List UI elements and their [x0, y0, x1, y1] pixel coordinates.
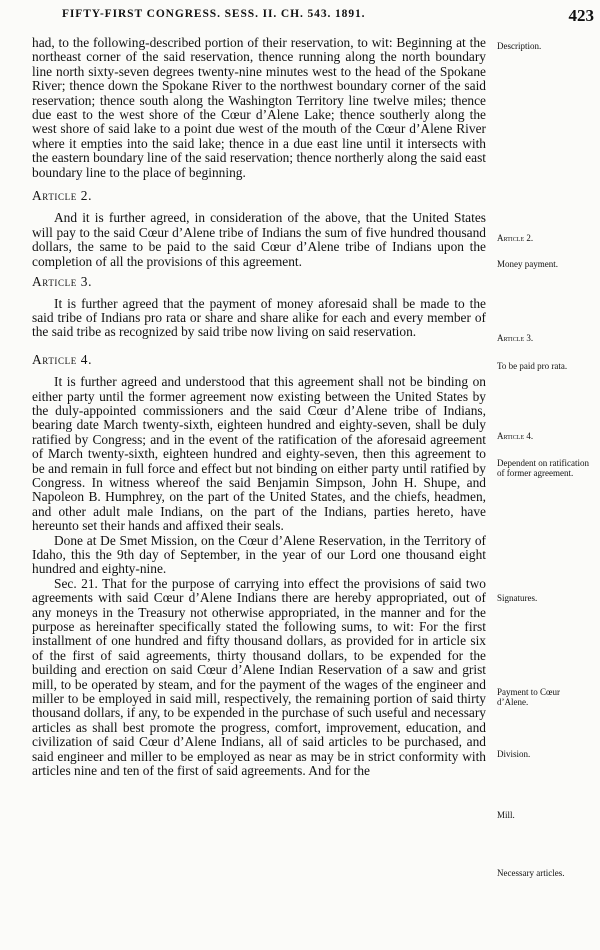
margin-note-signatures: Signatures. [497, 593, 538, 603]
margin-note-money-payment: Money payment. [497, 259, 558, 269]
paragraph-article-4: It is further agreed and understood that this agreement shall not be binding on either party until the former agreement now existing between the United States by the duly-appointed commissioners and the said Cœur d’Alene tribe of Indians, bearing date March twenty-sixth, eighteen hundred and eighty-seven, shall be duly ratified by Congress; and in the event of the ratification of the aforesaid agreement of March twenty-sixth, eighteen hundred and eighty-seven, then this agreement to be and remain in full force and effect but not binding on either party until ratified by Congress. In witness whereof the said Benjamin Simpson, John H. Shupe, and Napoleon B. Humphrey, on the part of the United States, and the chiefs, headmen, and other adult male Indians, on the part of the Indians, parties hereto, have hereunto set their hands and affixed their seals. [32, 374, 486, 534]
margin-note-article-2: Article 2. [497, 233, 534, 243]
margin-note-pro-rata: To be paid pro rata. [497, 361, 568, 371]
running-title: FIFTY-FIRST CONGRESS. SESS. II. CH. 543. 1891. [62, 8, 366, 20]
paragraph-section-21: Sec. 21. That for the purpose of carrying into effect the provisions of said two agreements with said Cœur d’Alene Indians there are hereby appropriated, out of any moneys in the Treasury not otherwise appropriated, in the manner and for the purpose as hereinafter specifically stated the following sums, to wit: For the first installment of one hundred and fifty thousand dollars, as provided for in article six of the first of said agreements, thirty thousand dollars, to be expended for the building and erection on said Cœur d’Alene Indian Reservation of a saw and grist mill, to be operated by steam, and for the payment of the wages of the engineer and miller to be employed in said mill, respectively, the remaining portion of said thirty thousand dollars, if any, to be expended in the purchase of such useful and necessary articles as shall best promote the progress, comfort, improvement, education, and civilization of said Cœur d’Alene Indians, all of said articles to be purchased, and said engineer and miller to be employed as near as may be in strict conformity with articles nine and ten of the first of said agreements. And for the [32, 575, 486, 779]
margin-note-article-4: Article 4. [497, 431, 534, 441]
paragraph-description: had, to the following-described portion of their reservation, to wit: Beginning at the northeast corner of the said reservation, thence running along the north boundary line north sixty-seven degrees twenty-nine minutes west to the head of the Spokane River; thence down the Spokane River to the northwest boundary corner of the said reservation; thence south along the Washington Territory line twelve miles; thence due east to the west shore of the Cœur d’Alene Lake; thence southerly along the west shore of said lake to a point due west of the mouth of the Cœur d’Alene River where it empties into the said lake; thence in a due east line until it intersects with the eastern boundary line of the said reservation; thence northerly along the said east boundary line to the place of beginning. [32, 35, 486, 180]
paragraph-done-at: Done at De Smet Mission, on the Cœur d’Alene Reservation, in the Territory of Idaho, this the 9th day of September, in the year of our Lord one thousand eight hundred and eighty-nine. [32, 532, 486, 577]
margin-note-description: Description. [497, 41, 542, 51]
margin-note-dependent: Dependent on ratification of former agreement. [497, 458, 589, 478]
main-text-column [32, 36, 486, 779]
heading-article-4: Article 4. [32, 351, 93, 367]
heading-article-2: Article 2. [32, 188, 93, 204]
page-number: 423 [568, 6, 594, 25]
margin-note-mill: Mill. [497, 810, 515, 820]
margin-note-article-3: Article 3. [497, 333, 534, 343]
margin-note-division: Division. [497, 749, 531, 759]
margin-note-payment: Payment to Cœur d’Alene. [497, 687, 560, 707]
margin-note-necessary-articles: Necessary articles. [497, 868, 565, 878]
heading-article-3: Article 3. [32, 274, 93, 290]
paragraph-article-3: It is further agreed that the payment of money aforesaid shall be made to the said tribe of Indians pro rata or share and share alike for each and every member of the said tribe as recognized by said tribe now living on said reservation. [32, 295, 486, 340]
running-header [24, 6, 594, 26]
paragraph-article-2: And it is further agreed, in consideration of the above, that the United States will pay to the said Cœur d’Alene tribe of Indians the sum of five hundred thousand dollars, the same to be paid to the said Cœur d’Alene tribe of Indians upon the completion of all the provisions of this agreement. [32, 210, 486, 269]
